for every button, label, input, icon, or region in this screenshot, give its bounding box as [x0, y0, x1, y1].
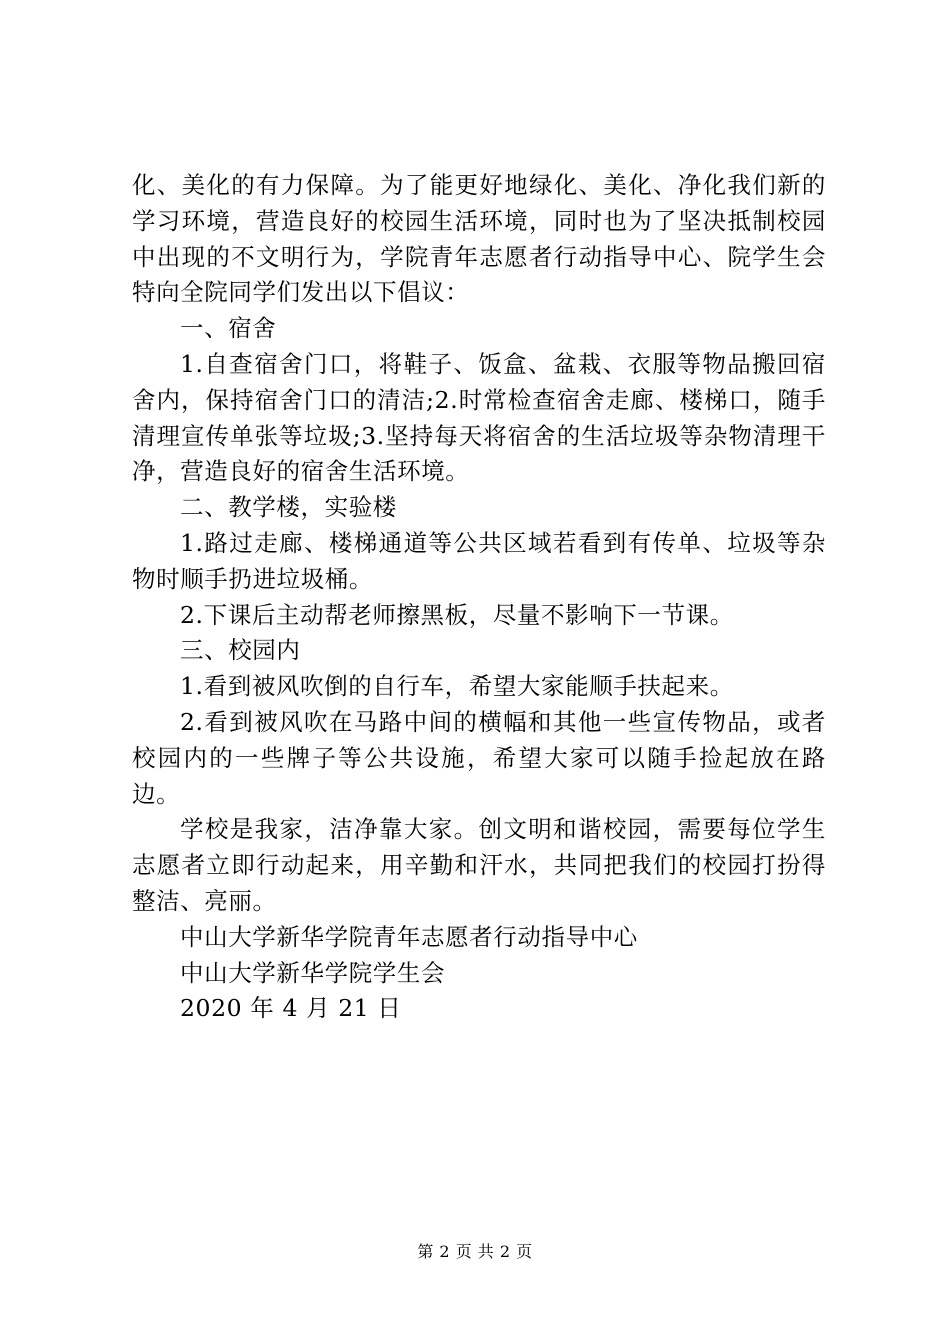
- heading-campus: 三、校园内: [180, 636, 301, 665]
- paragraph-intro-continued: 化、美化的有力保障。为了能更好地绿化、美化、净化我们新的学习环境，营造良好的校园生活环境，同时也为了坚决抵制校园中出现的不文明行为，学院青年志愿者行动指导中心、院学生会特向全院同学们发出以下倡议：: [132, 171, 826, 307]
- document-date: 2020 年 4 月 21 日: [180, 994, 402, 1023]
- paragraph-dormitory-items: 1.自查宿舍门口，将鞋子、饭盒、盆栽、衣服等物品搬回宿舍内，保持宿舍门口的清洁;2.时常检查宿舍走廊、楼梯口，随手清理宣传单张等垃圾;3.坚持每天将宿舍的生活垃圾等杂物清理干净，营造良好的宿舍生活环境。: [132, 349, 826, 486]
- heading-dormitory: 一、宿舍: [180, 314, 277, 343]
- page-footer: [0, 1242, 950, 1262]
- paragraph-campus-item-1: 1.看到被风吹倒的自行车，希望大家能顺手扶起来。: [180, 672, 734, 701]
- paragraph-campus-item-2: 2.看到被风吹在马路中间的横幅和其他一些宣传物品，或者校园内的一些牌子等公共设施，希望大家可以随手捡起放在路边。: [132, 707, 826, 808]
- signature-student-union: 中山大学新华学院学生会: [180, 958, 446, 987]
- paragraph-closing: 学校是我家，洁净靠大家。创文明和谐校园，需要每位学生志愿者立即行动起来，用辛勤和汗水，共同把我们的校园打扮得整洁、亮丽。: [132, 815, 826, 915]
- heading-teaching-building: 二、教学楼，实验楼: [180, 493, 397, 522]
- signature-volunteer-center: 中山大学新华学院青年志愿者行动指导中心: [180, 922, 638, 951]
- paragraph-teaching-item-2: 2.下课后主动帮老师擦黑板，尽量不影响下一节课。: [180, 600, 734, 629]
- page-number: 第 2 页 共 2 页: [417, 1242, 533, 1261]
- document-body: [132, 168, 826, 1027]
- paragraph-teaching-item-1: 1.路过走廊、楼梯通道等公共区域若看到有传单、垃圾等杂物时顺手扔进垃圾桶。: [132, 528, 826, 593]
